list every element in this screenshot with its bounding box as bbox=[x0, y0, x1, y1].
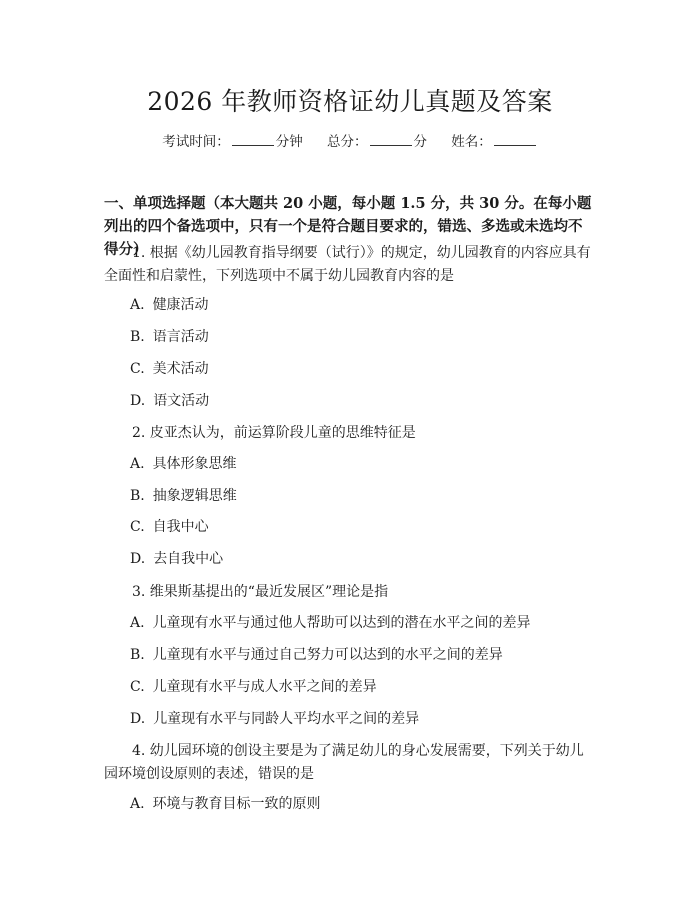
time-unit: 分钟 bbox=[275, 134, 303, 150]
name-blank bbox=[494, 144, 536, 146]
option-1c: C. 美术活动 bbox=[130, 361, 209, 377]
question-2 bbox=[104, 422, 596, 445]
exam-time bbox=[162, 134, 303, 150]
option-4a: A. 环境与教育目标一致的原则 bbox=[130, 796, 321, 812]
name-label: 姓名： bbox=[451, 134, 492, 150]
question-text: 4. 幼儿园环境的创设主要是为了满足幼儿的身心发展需要，下列关于幼儿园环境创设原则的表述，错误的是 bbox=[104, 743, 584, 782]
option-3d: D. 儿童现有水平与同龄人平均水平之间的差异 bbox=[130, 711, 420, 727]
option-3c: C. 儿童现有水平与成人水平之间的差异 bbox=[130, 679, 377, 695]
question-text: 2. 皮亚杰认为，前运算阶段儿童的思维特征是 bbox=[132, 425, 416, 441]
exam-score bbox=[327, 134, 427, 150]
question-4 bbox=[104, 740, 596, 786]
option-1a: A. 健康活动 bbox=[130, 297, 209, 313]
option-2b: B. 抽象逻辑思维 bbox=[130, 488, 237, 504]
question-3 bbox=[104, 581, 596, 604]
score-unit: 分 bbox=[413, 134, 427, 150]
time-label: 考试时间： bbox=[162, 134, 230, 150]
score-blank bbox=[370, 144, 412, 146]
exam-name bbox=[451, 134, 538, 150]
option-2a: A. 具体形象思维 bbox=[130, 456, 237, 472]
question-1 bbox=[104, 242, 596, 288]
option-1b: B. 语言活动 bbox=[130, 329, 209, 345]
page-title: 2026 年教师资格证幼儿真题及答案 bbox=[147, 87, 553, 116]
question-text: 1. 根据《幼儿园教育指导纲要（试行）》的规定，幼儿园教育的内容应具有全面性和启蒙性，下列选项中不属于幼儿园教育内容的是 bbox=[104, 245, 591, 284]
section-heading: 一、单项选择题（本大题共 20 小题，每小题 1.5 分，共 30 分。在每小题列出的四个备选项中，只有一个是符合题目要求的，错选、多选或未选均不得分） bbox=[104, 195, 592, 258]
score-label: 总分： bbox=[327, 134, 368, 150]
option-3a: A. 儿童现有水平与通过他人帮助可以达到的潜在水平之间的差异 bbox=[130, 615, 531, 631]
question-text: 3. 维果斯基提出的“最近发展区”理论是指 bbox=[132, 584, 389, 600]
option-3b: B. 儿童现有水平与通过自己努力可以达到的水平之间的差异 bbox=[130, 647, 503, 663]
exam-meta bbox=[0, 130, 700, 150]
option-2d: D. 去自我中心 bbox=[130, 551, 224, 567]
option-2c: C. 自我中心 bbox=[130, 519, 209, 535]
time-blank bbox=[232, 144, 274, 146]
option-1d: D. 语文活动 bbox=[130, 393, 210, 409]
